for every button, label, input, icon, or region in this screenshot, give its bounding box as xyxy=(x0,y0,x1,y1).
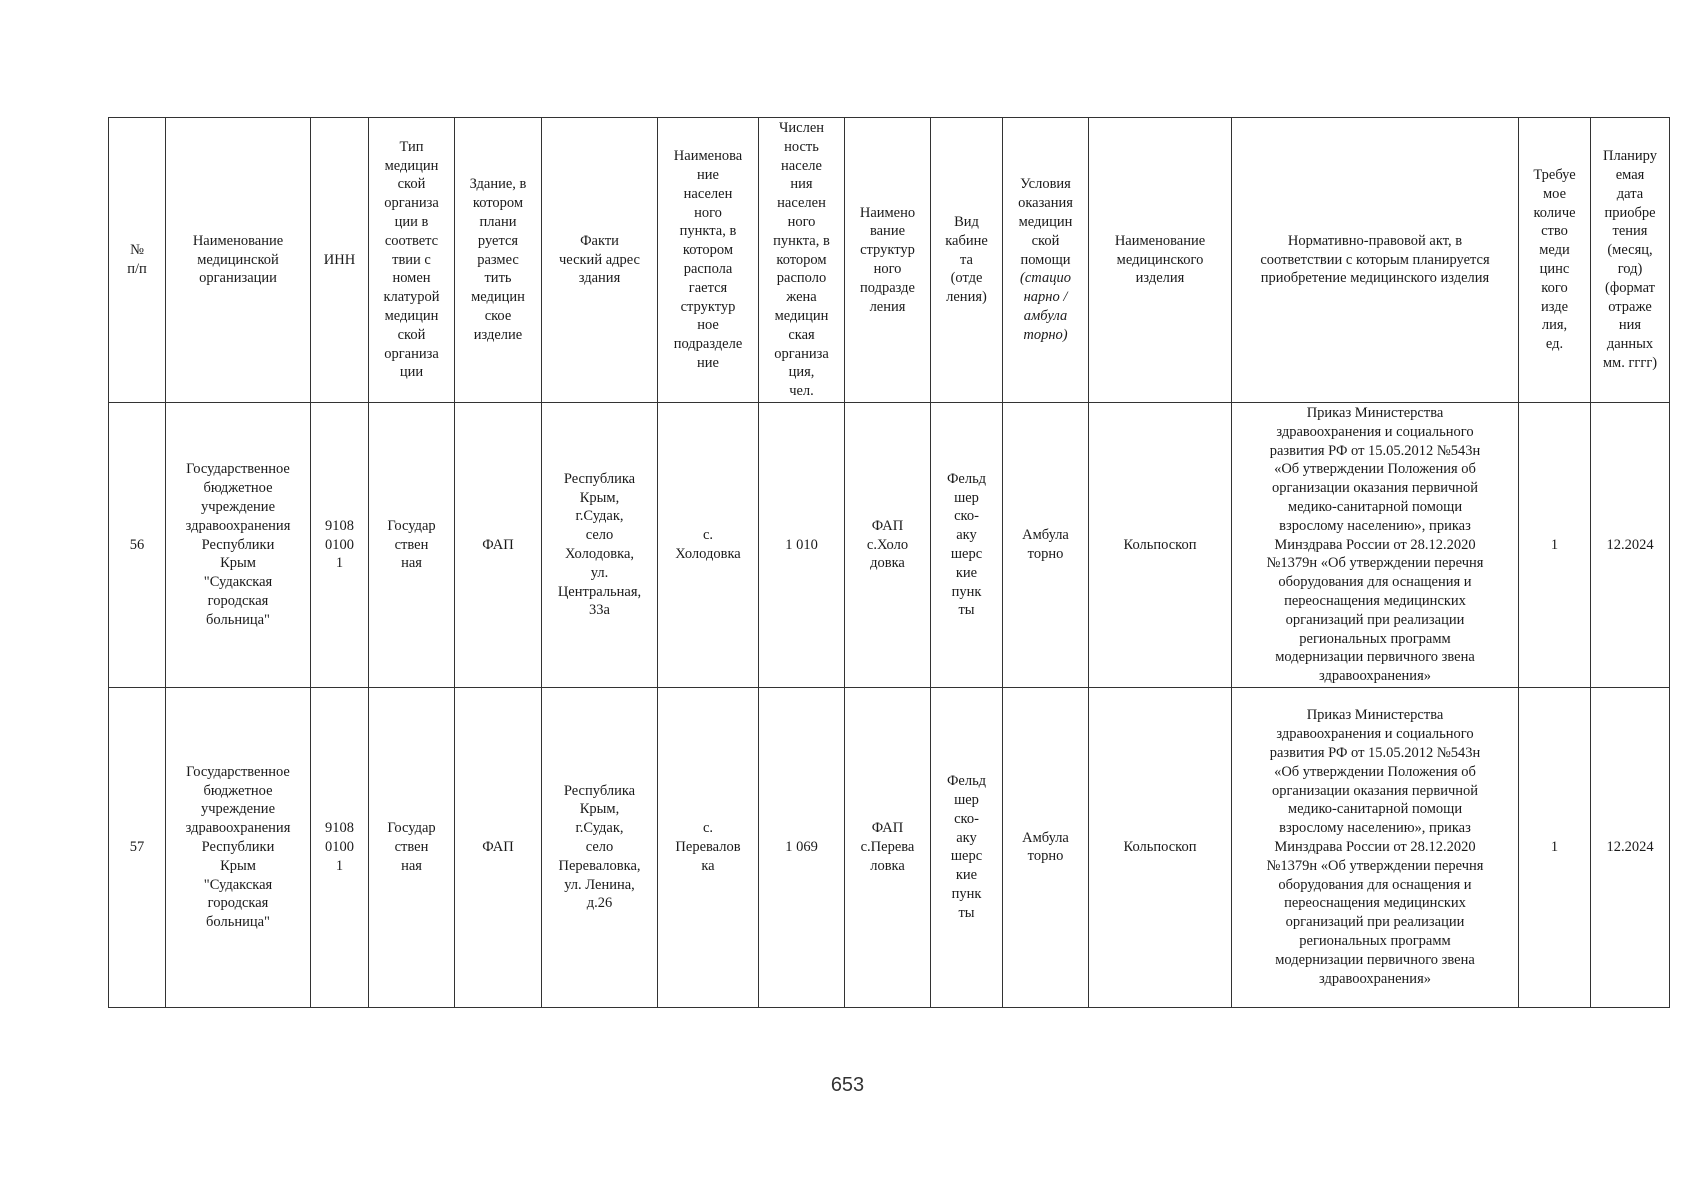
cell-population: 1 010 xyxy=(759,403,845,688)
header-cell-device: Наименование медицинского изделия xyxy=(1089,118,1232,403)
cell-unit-name: ФАП с.Перева ловка xyxy=(845,687,931,1007)
cell-settlement: с. Перевалов ка xyxy=(658,687,759,1007)
cell-conditions: Амбула торно xyxy=(1003,687,1089,1007)
header-cell-population: Числен ность населе ния населен ного пункта, в котором располо жена медицин ская организа ция, чел. xyxy=(759,118,845,403)
cell-conditions: Амбула торно xyxy=(1003,403,1089,688)
header-cell-quantity: Требуе мое количе ство меди цинс кого изде лия, ед. xyxy=(1519,118,1591,403)
cell-address: Республика Крым, г.Судак, село Переваловка, ул. Ленина, д.26 xyxy=(542,687,658,1007)
cell-num: 57 xyxy=(109,687,166,1007)
cell-address: Республика Крым, г.Судак, село Холодовка, ул. Центральная, 33а xyxy=(542,403,658,688)
cell-legal-act: Приказ Министерства здравоохранения и социального развития РФ от 15.05.2012 №543н «Об утверждении Положения об организации оказания первичной медико-санитарной помощи взрослому населению», приказ Минздрава России от 28.12.2020 №1379н «Об утверждении перечня оборудования для оснащения и переоснащения медицинских организаций при реализации региональных программ модернизации первичного звена здравоохранения» xyxy=(1232,687,1519,1007)
cell-cabinet: Фельд шер ско- аку шерс кие пунк ты xyxy=(931,687,1003,1007)
cell-org-name: Государственное бюджетное учреждение здравоохранения Республики Крым "Судакская городская больница" xyxy=(166,403,311,688)
cell-device: Кольпоскоп xyxy=(1089,687,1232,1007)
cell-device: Кольпоскоп xyxy=(1089,403,1232,688)
header-cell-org-name: Наименование медицинской организации xyxy=(166,118,311,403)
cell-legal-act: Приказ Министерства здравоохранения и социального развития РФ от 15.05.2012 №543н «Об утверждении Положения об организации оказания первичной медико-санитарной помощи взрослому населению», приказ Минздрава России от 28.12.2020 №1379н «Об утверждении перечня оборудования для оснащения и переоснащения медицинских организаций при реализации региональных программ модернизации первичного звена здравоохранения» xyxy=(1232,403,1519,688)
table-header-row xyxy=(109,118,1670,403)
table-row xyxy=(109,403,1670,688)
cell-quantity: 1 xyxy=(1519,687,1591,1007)
cell-inn: 9108 0100 1 xyxy=(311,403,369,688)
cell-quantity: 1 xyxy=(1519,403,1591,688)
cell-unit-name: ФАП с.Холо довка xyxy=(845,403,931,688)
header-cell-address: Факти ческий адрес здания xyxy=(542,118,658,403)
cell-org-type: Государ ствен ная xyxy=(369,687,455,1007)
table-row xyxy=(109,687,1670,1007)
header-cell-date: Планиру емая дата приобре тения (месяц, год) (формат отраже ния данных мм. гггг) xyxy=(1591,118,1670,403)
header-cell-cabinet: Вид кабине та (отде ления) xyxy=(931,118,1003,403)
cell-inn: 9108 0100 1 xyxy=(311,687,369,1007)
header-cell-inn: ИНН xyxy=(311,118,369,403)
cell-settlement: с. Холодовка xyxy=(658,403,759,688)
header-cell-unit-name: Наимено вание структур ного подразде ления xyxy=(845,118,931,403)
cell-date: 12.2024 xyxy=(1591,403,1670,688)
header-cell-conditions: Условия оказания медицин ской помощи (стацио нарно / амбула торно) xyxy=(1003,118,1089,403)
cell-org-type: Государ ствен ная xyxy=(369,403,455,688)
cell-num: 56 xyxy=(109,403,166,688)
cell-cabinet: Фельд шер ско- аку шерс кие пунк ты xyxy=(931,403,1003,688)
header-cell-building: Здание, в котором плани руется размес тить медицин ское изделие xyxy=(455,118,542,403)
cell-building: ФАП xyxy=(455,403,542,688)
cell-population: 1 069 xyxy=(759,687,845,1007)
cell-building: ФАП xyxy=(455,687,542,1007)
page-number: 653 xyxy=(830,1074,865,1096)
header-conditions-italic: (стацио нарно / амбула торно) xyxy=(1020,270,1071,343)
header-cell-org-type: Тип медицин ской организа ции в соответс твии с номен клатурой медицин ской организа ции xyxy=(369,118,455,403)
cell-date: 12.2024 xyxy=(1591,687,1670,1007)
cell-org-name: Государственное бюджетное учреждение здравоохранения Республики Крым "Судакская городская больница" xyxy=(166,687,311,1007)
header-cell-num: № п/п xyxy=(109,118,166,403)
equipment-table xyxy=(108,117,1670,1008)
header-cell-settlement: Наименова ние населен ного пункта, в котором распола гается структур ное подразделе ние xyxy=(658,118,759,403)
header-cell-legal-act: Нормативно-правовой акт, в соответствии с которым планируется приобретение медицинского изделия xyxy=(1232,118,1519,403)
